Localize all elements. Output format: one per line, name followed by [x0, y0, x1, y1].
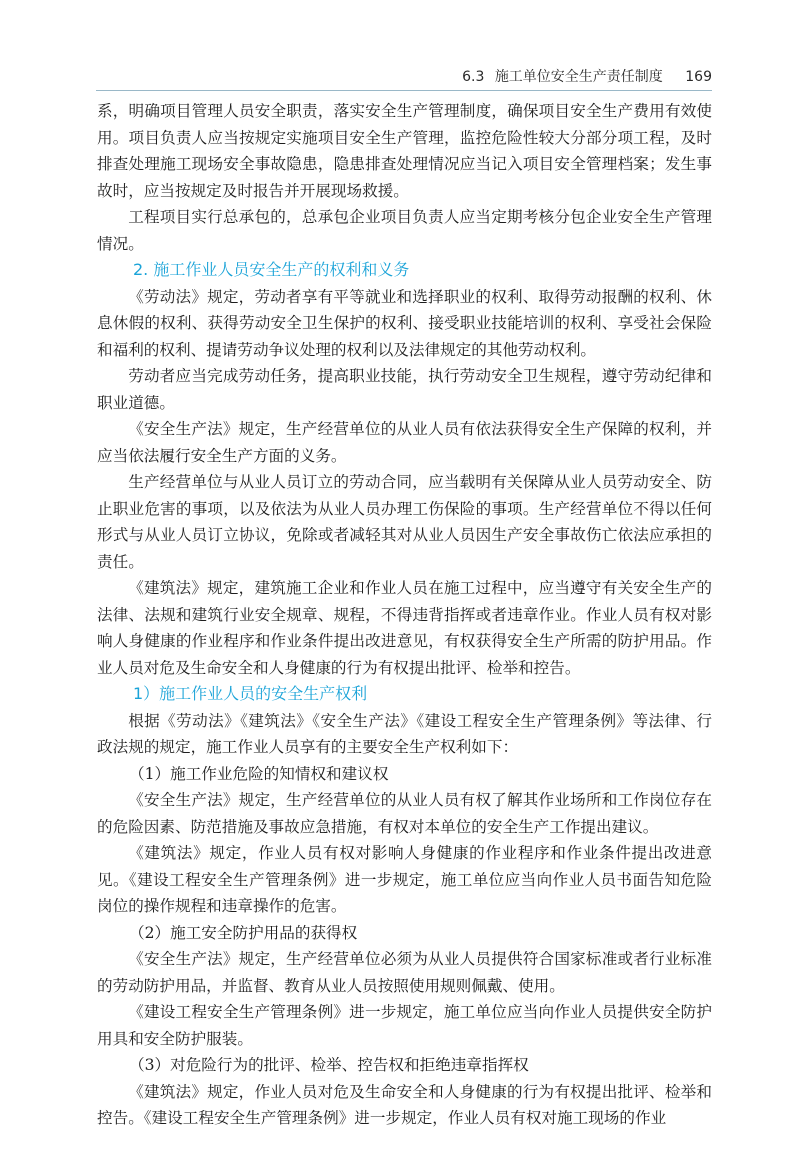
paragraph: 《安全生产法》规定，生产经营单位必须为从业人员提供符合国家标准或者行业标准的劳动防护用品，并监督、教育从业人员按照使用规则佩戴、使用。 — [97, 950, 712, 995]
paragraph: 《建筑法》规定，作业人员有权对影响人身健康的作业程序和作业条件提出改进意见。《建设工程安全生产管理条例》进一步规定，施工单位应当向作业人员书面告知危险岗位的操作规程和违章操作的危害。 — [97, 844, 712, 915]
paragraph: 生产经营单位与从业人员订立的劳动合同，应当载明有关保障从业人员劳动安全、防止职业危害的事项，以及依法为从业人员办理工伤保险的事项。生产经营单位不得以任何形式与从业人员订立协议，免除或者减轻其对从业人员因生产安全事故伤亡依法应承担的责任。 — [97, 473, 712, 571]
paragraph: 《建设工程安全生产管理条例》进一步规定，施工单位应当向作业人员提供安全防护用具和安全防护服装。 — [97, 1003, 712, 1048]
paragraph: 《建筑法》规定，建筑施工企业和作业人员在施工过程中，应当遵守有关安全生产的法律、法规和建筑行业安全规章、规程，不得违背指挥或者违章作业。作业人员有权对影响人身健康的作业程序和作业条件提出改进意见，有权获得安全生产所需的防护用品。作业人员对危及生命安全和人身健康的行为有权提出批评、检举和控告。 — [97, 579, 712, 677]
running-header — [0, 66, 712, 86]
paragraph: 《安全生产法》规定，生产经营单位的从业人员有依法获得安全生产保障的权利，并应当依法履行安全生产方面的义务。 — [97, 420, 712, 465]
page-body — [97, 98, 712, 1132]
header-section-title: 施工单位安全生产责任制度 — [494, 69, 663, 85]
paragraph: 工程项目实行总承包的，总承包企业项目负责人应当定期考核分包企业安全生产管理情况。 — [97, 208, 712, 253]
paragraph: 《建筑法》规定，作业人员对危及生命安全和人身健康的行为有权提出批评、检举和控告。《建设工程安全生产管理条例》进一步规定，作业人员有权对施工现场的作业 — [97, 1082, 712, 1127]
header-section-number: 6.3 — [462, 69, 485, 85]
paragraph: 根据《劳动法》《建筑法》《安全生产法》《建设工程安全生产管理条例》等法律、行政法规的规定，施工作业人员享有的主要安全生产权利如下： — [97, 711, 712, 756]
page-number: 169 — [685, 69, 712, 85]
section-heading: 2. 施工作业人员安全生产的权利和义务 — [133, 260, 410, 279]
header-rule — [96, 90, 712, 91]
list-item-heading: （1）施工作业危险的知情权和建议权 — [129, 764, 389, 783]
paragraph: 劳动者应当完成劳动任务，提高职业技能，执行劳动安全卫生规程，遵守劳动纪律和职业道德。 — [97, 367, 712, 412]
subsection-heading: 1）施工作业人员的安全生产权利 — [133, 684, 368, 703]
paragraph: 《安全生产法》规定，生产经营单位的从业人员有权了解其作业场所和工作岗位存在的危险因素、防范措施及事故应急措施，有权对本单位的安全生产工作提出建议。 — [97, 791, 712, 836]
list-item-heading: （3）对危险行为的批评、检举、控告权和拒绝违章指挥权 — [129, 1056, 529, 1074]
paragraph: 《劳动法》规定，劳动者享有平等就业和选择职业的权利、取得劳动报酬的权利、休息休假的权利、获得劳动安全卫生保护的权利、接受职业技能培训的权利、享受社会保险和福利的权利、提请劳动争议处理的权利以及法律规定的其他劳动权利。 — [97, 287, 712, 359]
paragraph: 系，明确项目管理人员安全职责，落实安全生产管理制度，确保项目安全生产费用有效使用。项目负责人应当按规定实施项目安全生产管理，监控危险性较大分部分项工程，及时排查处理施工现场安全事故隐患，隐患排查处理情况应当记入项目安全管理档案；发生事故时，应当按规定及时报告并开展现场救援。 — [97, 102, 712, 200]
list-item-heading: （2）施工安全防护用品的获得权 — [129, 923, 358, 942]
